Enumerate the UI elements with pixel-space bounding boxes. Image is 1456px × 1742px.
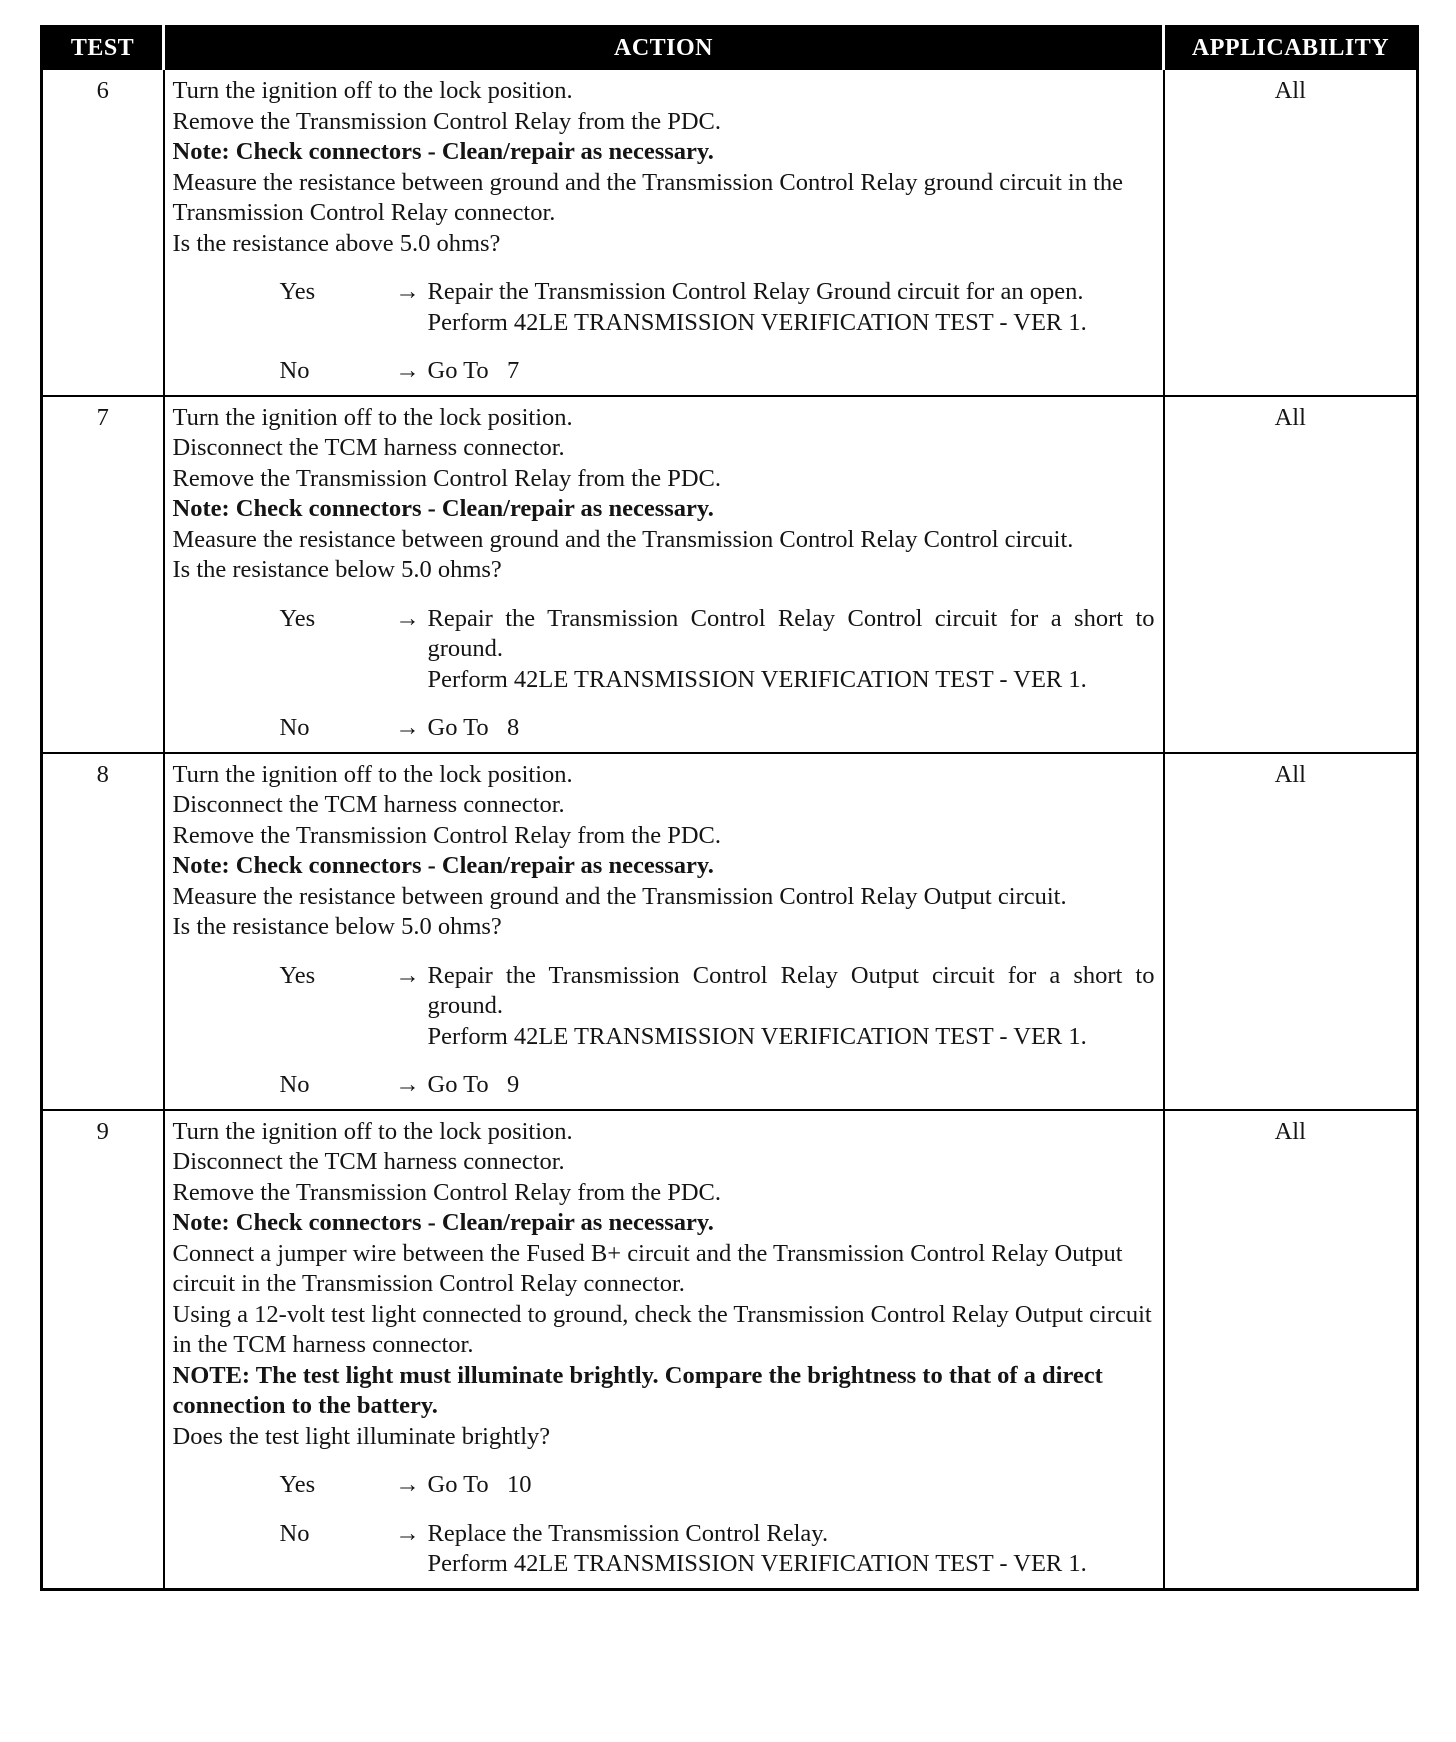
- outcome-result-line: Perform 42LE TRANSMISSION VERIFICATION TEST - VER 1.: [427, 308, 1087, 336]
- outcome-branches: [173, 961, 1161, 1101]
- outcome-result-line: Perform 42LE TRANSMISSION VERIFICATION TEST - VER 1.: [427, 1022, 1087, 1050]
- outcome-result-line: Go To 10: [427, 1471, 532, 1498]
- applicability-value: All: [1164, 396, 1418, 753]
- outcome-result-line: Replace the Transmission Control Relay.: [427, 1519, 829, 1547]
- outcome-yes: [280, 277, 1155, 338]
- right-arrow-icon: →: [395, 604, 420, 632]
- outcome-result-line: Perform 42LE TRANSMISSION VERIFICATION TEST - VER 1.: [427, 665, 1087, 693]
- outcome-no: [280, 1070, 1155, 1101]
- header-applicability: APPLICABILITY: [1164, 27, 1418, 70]
- action-cell: [164, 69, 1164, 396]
- action-cell: [164, 753, 1164, 1110]
- instruction-text: Remove the Transmission Control Relay from the PDC.: [172, 464, 722, 492]
- note-text: Note: Check connectors - Clean/repair as necessary.: [172, 852, 714, 879]
- outcome-no: [280, 1519, 1155, 1580]
- outcome-result: [428, 1519, 1155, 1580]
- outcome-label: Yes: [279, 1471, 316, 1498]
- header-action: ACTION: [164, 27, 1164, 70]
- outcome-result-line: Repair the Transmission Control Relay Output circuit for a short to ground.: [427, 961, 1161, 1019]
- table-row: [42, 753, 1418, 1110]
- outcome-result-line: Go To 7: [427, 357, 520, 384]
- instruction-text: Remove the Transmission Control Relay from the PDC.: [172, 1178, 722, 1206]
- header-row: [42, 27, 1418, 70]
- action-cell: [164, 396, 1164, 753]
- table-row: [42, 69, 1418, 396]
- right-arrow-icon: →: [395, 714, 420, 741]
- outcome-result-line: Perform 42LE TRANSMISSION VERIFICATION TEST - VER 1.: [427, 1550, 1087, 1577]
- applicability-value: All: [1164, 1110, 1418, 1590]
- test-number: 7: [42, 396, 164, 753]
- right-arrow-icon: →: [395, 961, 420, 989]
- instruction-text: Measure the resistance between ground and the Transmission Control Relay Output circuit.: [172, 882, 1067, 910]
- outcome-label: No: [279, 1519, 310, 1547]
- table-body: [42, 69, 1418, 1589]
- outcome-result: [428, 356, 1155, 387]
- outcome-result: [427, 604, 1161, 696]
- right-arrow-icon: →: [395, 1071, 420, 1098]
- outcome-result: [428, 1070, 1155, 1101]
- test-number: 6: [42, 69, 164, 396]
- outcome-label: No: [279, 714, 310, 741]
- table-header: [42, 27, 1418, 70]
- instruction-text: Measure the resistance between ground and the Transmission Control Relay Control circuit.: [172, 525, 1074, 553]
- outcome-result: [427, 961, 1161, 1053]
- right-arrow-icon: →: [395, 1519, 420, 1547]
- instruction-text: Disconnect the TCM harness connector.: [172, 434, 565, 461]
- right-arrow-icon: →: [395, 357, 420, 384]
- outcome-result: [428, 277, 1155, 338]
- instruction-text: Remove the Transmission Control Relay from the PDC.: [172, 107, 722, 135]
- table-row: [42, 1110, 1418, 1590]
- outcome-result: [428, 713, 1155, 744]
- outcome-label: No: [279, 357, 310, 384]
- header-test: TEST: [42, 27, 164, 70]
- outcome-result-line: Repair the Transmission Control Relay Control circuit for a short to ground.: [427, 604, 1161, 662]
- test-number: 9: [42, 1110, 164, 1590]
- outcome-no: [280, 356, 1155, 387]
- instruction-text: Is the resistance below 5.0 ohms?: [172, 913, 502, 940]
- diagnostic-test-table: [40, 25, 1419, 1591]
- note-text: Note: Check connectors - Clean/repair as necessary.: [172, 495, 714, 522]
- instruction-text: Remove the Transmission Control Relay from the PDC.: [172, 821, 722, 849]
- applicability-value: All: [1164, 753, 1418, 1110]
- outcome-no: [280, 713, 1155, 744]
- instruction-text: Turn the ignition off to the lock position.: [172, 403, 573, 431]
- table-row: [42, 396, 1418, 753]
- outcome-label: Yes: [279, 961, 316, 989]
- right-arrow-icon: →: [395, 278, 420, 305]
- outcome-yes: [279, 961, 1161, 1053]
- action-cell: [164, 1110, 1164, 1590]
- outcome-result: [428, 1470, 1155, 1501]
- instruction-text: Disconnect the TCM harness connector.: [172, 791, 565, 818]
- outcome-branches: [173, 277, 1155, 387]
- note-text: Note: Check connectors - Clean/repair as necessary.: [172, 1209, 714, 1236]
- instruction-text: Turn the ignition off to the lock position.: [172, 77, 573, 104]
- outcome-label: No: [279, 1071, 310, 1098]
- instruction-text: Is the resistance below 5.0 ohms?: [172, 556, 502, 583]
- diagnostic-page: [40, 25, 1416, 1591]
- instruction-text: Turn the ignition off to the lock position.: [172, 1117, 573, 1145]
- instruction-text: Using a 12-volt test light connected to ground, check the Transmission Control Relay Output circuit in the TCM harness connector.: [172, 1300, 1152, 1358]
- instruction-text: Is the resistance above 5.0 ohms?: [172, 229, 501, 257]
- outcome-result-line: Go To 8: [427, 714, 520, 741]
- instruction-text: Turn the ignition off to the lock position.: [172, 760, 573, 788]
- outcome-label: Yes: [279, 278, 316, 305]
- outcome-yes: [280, 1470, 1155, 1501]
- instruction-text: Does the test light illuminate brightly?: [172, 1422, 551, 1450]
- outcome-yes: [279, 604, 1161, 696]
- outcome-result-line: Go To 9: [427, 1071, 520, 1098]
- note-text: Note: Check connectors - Clean/repair as necessary.: [172, 138, 714, 165]
- right-arrow-icon: →: [395, 1471, 420, 1498]
- outcome-branches: [173, 604, 1161, 744]
- instruction-text: Connect a jumper wire between the Fused B+ circuit and the Transmission Control Relay Output circuit in the Transmission Control Relay connector.: [172, 1239, 1123, 1297]
- outcome-branches: [173, 1470, 1155, 1580]
- test-number: 8: [42, 753, 164, 1110]
- instruction-text: Measure the resistance between ground and the Transmission Control Relay ground circuit in the Transmission Control Relay connector.: [172, 168, 1124, 226]
- applicability-value: All: [1164, 69, 1418, 396]
- note-text: NOTE: The test light must illuminate brightly. Compare the brightness to that of a direct connection to the battery.: [172, 1361, 1103, 1419]
- outcome-label: Yes: [279, 604, 316, 632]
- outcome-result-line: Repair the Transmission Control Relay Ground circuit for an open.: [427, 278, 1084, 305]
- instruction-text: Disconnect the TCM harness connector.: [172, 1148, 565, 1175]
